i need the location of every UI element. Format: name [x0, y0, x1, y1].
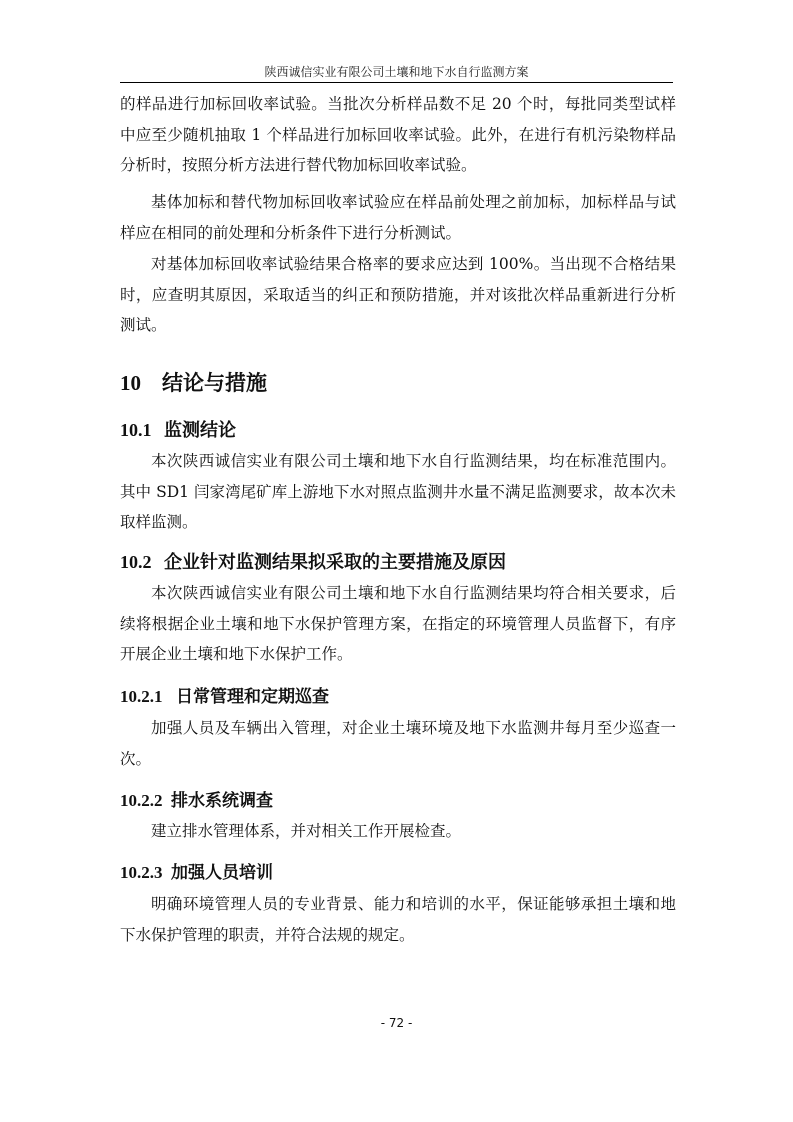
section-10-2-2-heading: [120, 788, 273, 814]
section-10-2-3-heading: [120, 860, 273, 886]
section-10-2-1-heading: [120, 684, 329, 710]
section-title: 企业针对监测结果拟采取的主要措施及原因: [164, 552, 506, 573]
paragraph-sample-recovery: 的样品进行加标回收率试验。当批次分析样品数不足 20 个时，每批同类型试样中应至少随机抽取 1 个样品进行加标回收率试验。此外，在进行有机污染物样品分析时，按照分析方法进行替代物加标回收率试验。: [120, 95, 676, 174]
paragraph-drainage-survey: 建立排水管理体系，并对相关工作开展检查。: [151, 822, 462, 840]
section-title: 结论与措施: [162, 370, 267, 395]
section-number: 10.2: [120, 552, 152, 572]
running-header: 陕西诚信实业有限公司土壤和地下水自行监测方案: [264, 65, 529, 79]
paragraph-daily-inspection: 加强人员及车辆出入管理，对企业土壤环境及地下水监测井每月至少巡查一次。: [120, 719, 676, 768]
header-divider: [120, 82, 673, 83]
section-number: 10: [120, 371, 141, 395]
paragraph-measures: 本次陕西诚信实业有限公司土壤和地下水自行监测结果均符合相关要求，后续将根据企业土壤和地下水保护管理方案，在指定的环境管理人员监督下，有序开展企业土壤和地下水保护工作。: [120, 584, 676, 663]
section-title: 日常管理和定期巡查: [176, 687, 329, 707]
paragraph-monitoring-conclusion: 本次陕西诚信实业有限公司土壤和地下水自行监测结果，均在标准范围内。其中 SD1 闫家湾尾矿库上游地下水对照点监测井水量不满足监测要求，故本次未取样监测。: [120, 452, 676, 531]
section-10-heading: [120, 369, 267, 397]
paragraph-pass-rate: 对基体加标回收率试验结果合格率的要求应达到 100%。当出现不合格结果时，应查明其原因，采取适当的纠正和预防措施，并对该批次样品重新进行分析测试。: [120, 255, 676, 334]
page-number: - 72 -: [380, 1016, 413, 1030]
section-title: 加强人员培训: [171, 863, 273, 883]
section-number: 10.2.3: [120, 863, 163, 882]
paragraph-staff-training: 明确环境管理人员的专业背景、能力和培训的水平，保证能够承担土壤和地下水保护管理的职责，并符合法规的规定。: [120, 895, 676, 944]
section-number: 10.1: [120, 420, 152, 440]
section-title: 排水系统调查: [171, 791, 273, 811]
section-number: 10.2.1: [120, 687, 163, 706]
paragraph-spike-timing: 基体加标和替代物加标回收率试验应在样品前处理之前加标，加标样品与试样应在相同的前处理和分析条件下进行分析测试。: [120, 193, 676, 242]
section-title: 监测结论: [164, 420, 236, 441]
section-number: 10.2.2: [120, 791, 163, 810]
section-10-1-heading: [120, 417, 236, 444]
section-10-2-heading: [120, 549, 506, 576]
